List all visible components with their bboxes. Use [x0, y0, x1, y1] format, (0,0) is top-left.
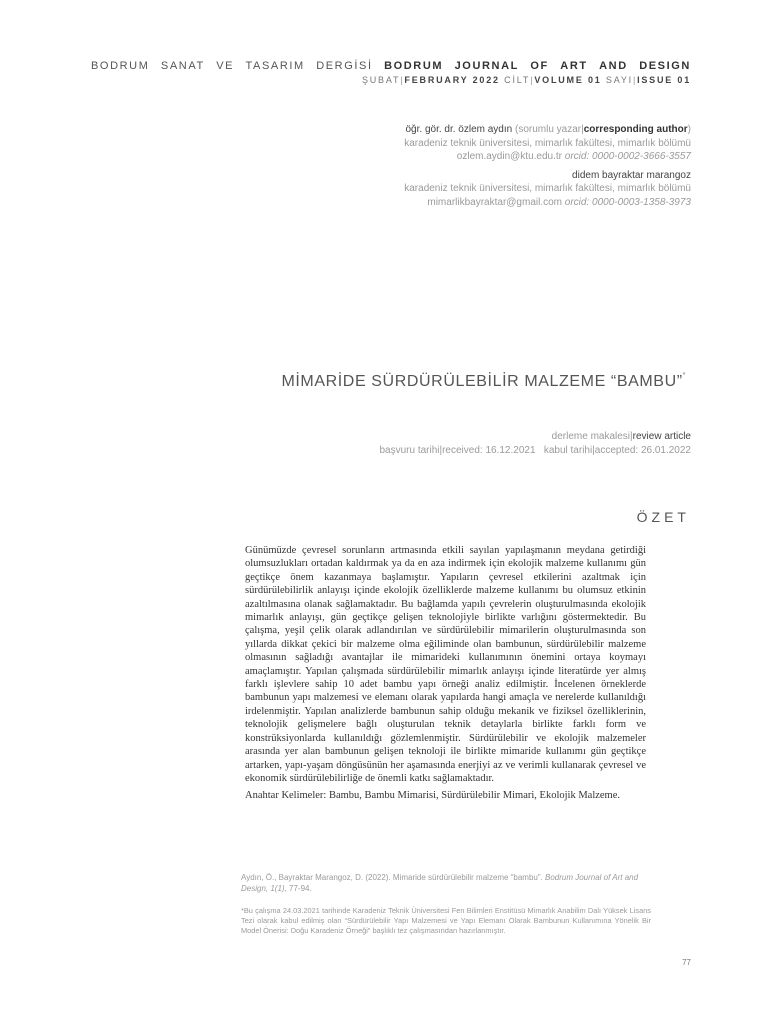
received-date: başvuru tarihi|received: 16.12.2021: [379, 445, 536, 456]
article-type-en: review article: [632, 431, 691, 442]
journal-word-en: DESIGN: [639, 60, 691, 72]
journal-word-en: OF: [530, 60, 549, 72]
keywords-label: Anahtar Kelimeler:: [245, 790, 327, 802]
author-1-affiliation: karadeniz teknik üniversitesi, mimarlık fakültesi, mimarlık bölümü: [404, 137, 691, 149]
article-dates: [379, 444, 691, 458]
citation: [241, 872, 649, 894]
title-footnote-mark: *: [682, 372, 686, 379]
journal-header: [91, 60, 691, 72]
author-1-line: öğr. gör. dr. özlem aydın (sorumlu yazar|corresponding author): [405, 124, 691, 135]
volume-en: VOLUME 01: [534, 75, 602, 85]
page-number: 77: [682, 958, 691, 967]
keywords: [245, 789, 646, 802]
date-tr: ŞUBAT: [361, 75, 401, 85]
author-2-contact: [404, 196, 691, 210]
volume-tr: CİLT: [504, 75, 531, 85]
author-1-contact: [404, 150, 691, 164]
journal-word: VE: [216, 60, 235, 72]
keywords-text: Bambu, Bambu Mimarisi, Sürdürülebilir Mimari, Ekolojik Malzeme.: [328, 790, 621, 802]
author-1-orcid[interactable]: orcid: 0000-0002-3666-3557: [564, 151, 691, 162]
abstract-body: [245, 544, 646, 803]
author-1-role: (sorumlu yazar: [515, 124, 582, 135]
citation-plain: Aydın, Ö., Bayraktar Marangoz, D. (2022). Mimaride sürdürülebilir malzeme “bambu”.: [241, 873, 543, 882]
article-type-tr: derleme makalesi: [551, 431, 631, 442]
journal-word-en: ART: [560, 60, 588, 72]
author-2-affiliation: karadeniz teknik üniversitesi, mimarlık fakültesi, mimarlık bölümü: [404, 183, 691, 194]
citation-pages: 77-94.: [289, 884, 312, 893]
article-title: [281, 372, 686, 391]
date-en: FEBRUARY 2022: [404, 75, 500, 85]
author-2-name: didem bayraktar marangoz: [572, 169, 691, 181]
author-2-orcid[interactable]: orcid: 0000-0003-1358-3973: [564, 196, 691, 208]
author-block: [404, 123, 691, 209]
footnote: *Bu çalışma 24.03.2021 tarihinde Karadeniz Teknik Üniversitesi Fen Bilimleri Enstitüsü Mimarlık Anabilim Dalı Yüksek Lisans Tezi olarak kabul edilmiş olan “Sürdürülebilir Yapı Malzemesi ve Yapı Elemanı Olarak Bambunun Kullanımına Yönelik Bir Model Önerisi: Doğu Karadeniz Örneği” başlıklı tez çalışmasından hazırlanmıştır.: [241, 906, 651, 935]
article-meta: [379, 430, 691, 458]
accepted-date: kabul tarihi|accepted: 26.01.2022: [543, 445, 691, 456]
abstract-text: Günümüzde çevresel sorunların artmasında etkili sayılan yapılaşmanın meydana getirdiği olumsuzlukları ortadan kaldırmak ya da en aza indirmek için ekolojik malzeme kullanımı gün geçtikçe önem kazanmaya başlamıştır. Yapıların çevresel etkilerini azaltmak için sürdürülebilirlik anlayışı içinde ekolojik özelliklerde malzeme kullanımı bu olumsuz etkinin azaltılmasına olanak sağlamaktadır. Bu bağlamda yapılı çevrelerin oluşturulmasında ekolojik mimarlık anlayışı, gün geçtikçe gelişen teknolojiyle birlikte varlığını göstermektedir. Bu çalışma, yeşil çelik olarak adlandırılan ve sürdürülebilir mimarilerin oluşturulmasında son yıllarda dikkat çekici bir malzeme olma eğiliminde olan bambunun, sürdürülebilir malzeme olmasının sağladığı avantajlar ile mimarideki kullanımının önemini ortaya koymayı amaçlamıştır. Yapılan çalışmada sürdürülebilir mimarlık anlayışı içinde literatürde yer almış farklı işlevlere sahip 10 adet bambu yapı örneği analiz edilmiştir. İncelenen örneklerde bambunun yapı malzemesi ve elemanı olarak yapılarda hangi amaçla ve nerelerde kullanıldığı irdelenmiştir. Yapılan analizlerde bambunun sahip olduğu mekanik ve fiziksel özelliklerinin, teknolojik gelişmelere bağlı oluşturulan teknik detaylarla birlikte farklı form ve konstrüksiyonlarda kullanıldığı gözlemlenmiştir. Sürdürülebilir ve ekolojik malzemeler arasında yer alan bambunun gelişen teknoloji ile birlikte mimaride kullanımı gün geçtikçe artarken, yapı-yaşam döngüsünün her aşamasında enerjiyi az ve verimli kullanarak çevresel ve ekonomik sürdürülebilirliğe de önemli katkı sağlamaktadır.: [245, 545, 646, 784]
journal-word-en: JOURNAL: [454, 60, 519, 72]
author-1-email[interactable]: ozlem.aydin@ktu.edu.tr: [456, 151, 562, 162]
issue-info: ŞUBAT|FEBRUARY 2022 CİLT|VOLUME 01 SAYI|ISSUE 01: [361, 75, 691, 85]
author-1-role-en: corresponding author: [583, 124, 688, 135]
author-1-name: öğr. gör. dr. özlem aydın: [405, 124, 513, 135]
issue-tr: SAYI: [605, 75, 633, 85]
issue-en: ISSUE 01: [637, 75, 691, 85]
title-text: MİMARİDE SÜRDÜRÜLEBİLİR MALZEME “BAMBU”: [281, 373, 683, 390]
journal-word: DERGİSİ: [316, 60, 373, 72]
article-type: derleme makalesi|review article: [551, 431, 691, 442]
citation-journal: Bodrum Journal of Art and Design, 1(1),: [241, 873, 639, 893]
abstract-heading: ÖZET: [636, 509, 690, 525]
journal-word: TASARIM: [245, 60, 305, 72]
journal-word-en: AND: [599, 60, 628, 72]
author-2-email[interactable]: mimarlikbayraktar@gmail.com: [427, 196, 562, 208]
journal-word-en: BODRUM: [384, 60, 444, 72]
journal-word: BODRUM: [91, 60, 150, 72]
journal-word: SANAT: [160, 60, 205, 72]
author-1-role-close: ): [687, 124, 691, 135]
